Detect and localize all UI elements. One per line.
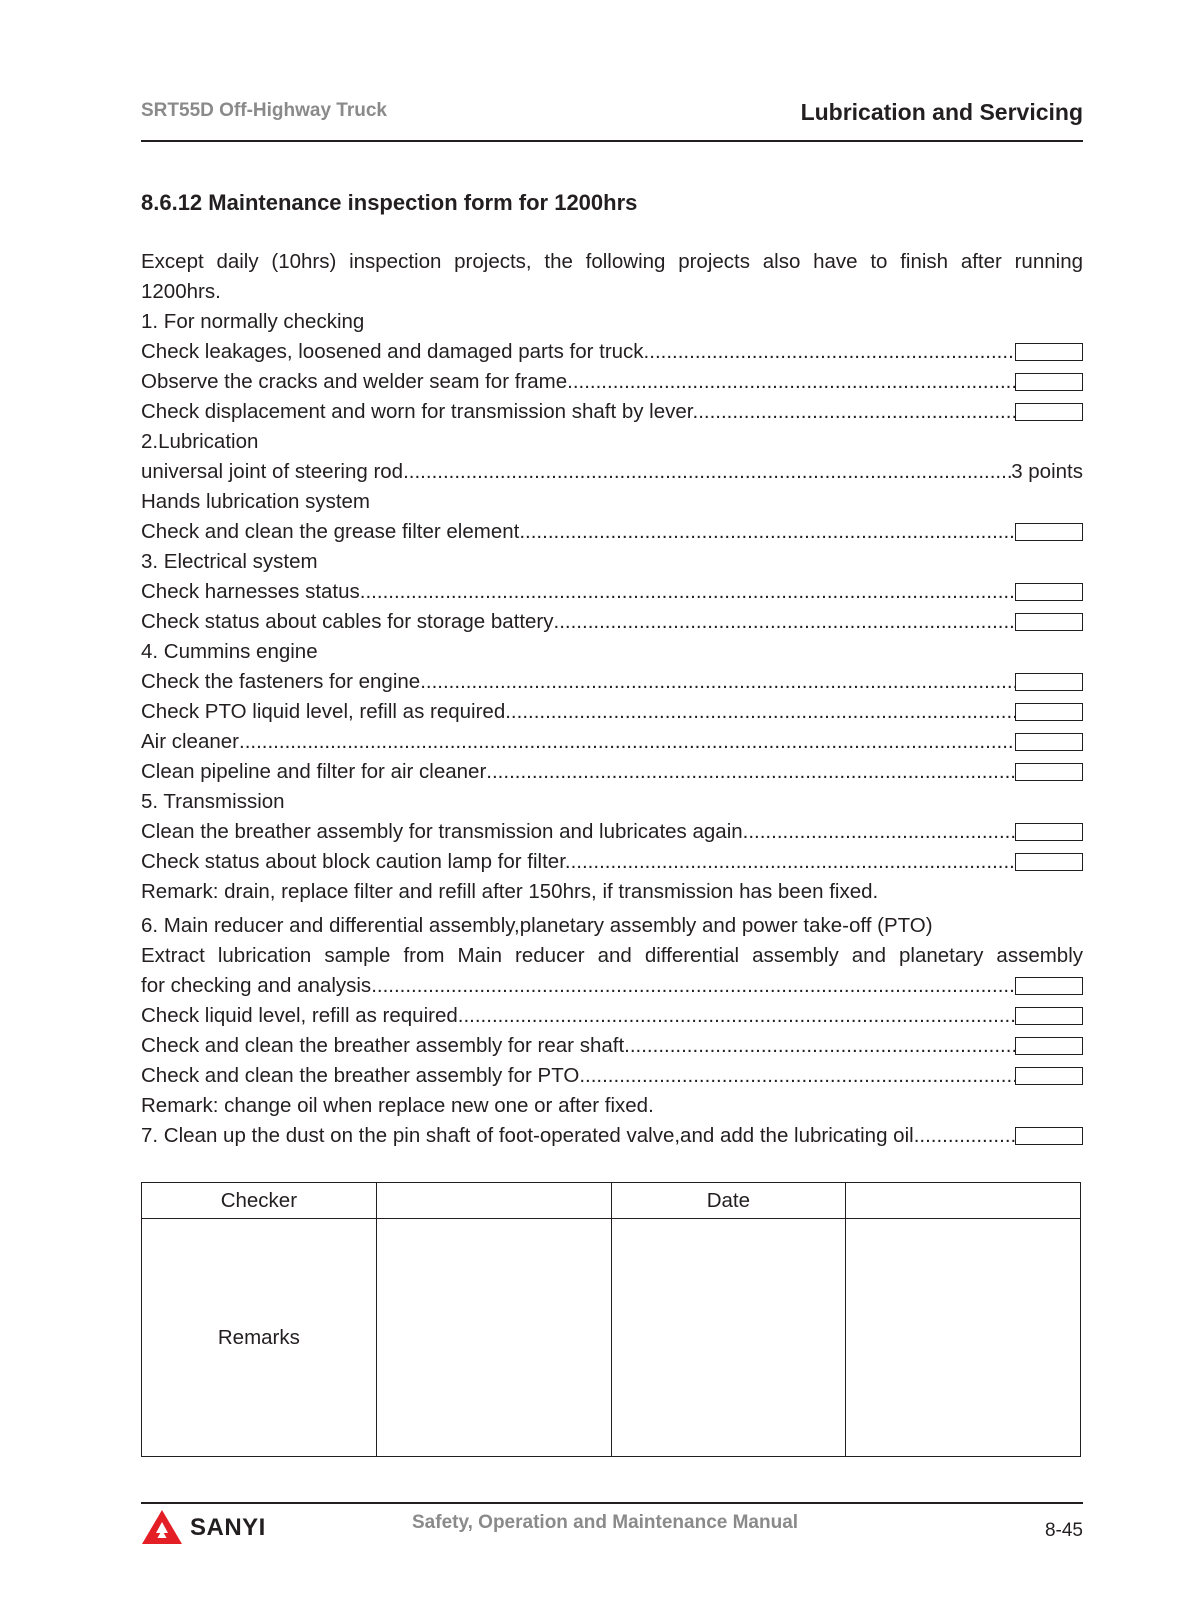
check-item-label: for checking and analysis (141, 974, 372, 997)
check-item-label: Check the fasteners for engine (141, 670, 421, 693)
inspection-content (141, 247, 1083, 1151)
leader-dots (567, 367, 1015, 397)
check-item (141, 577, 1083, 607)
check-item (141, 817, 1083, 847)
check-item (141, 757, 1083, 787)
check-box[interactable] (1015, 763, 1083, 781)
check-box[interactable] (1015, 1007, 1083, 1025)
leader-dots (571, 847, 1015, 877)
leader-dots (579, 1061, 1015, 1091)
check-item (141, 667, 1083, 697)
date-field[interactable] (846, 1183, 1081, 1219)
remarks-label: Remarks (142, 1219, 377, 1457)
leader-dots (649, 337, 1015, 367)
remarks-field[interactable] (846, 1219, 1081, 1457)
check-item (141, 971, 1083, 1001)
hands-lube-title: Hands lubrication system (141, 490, 371, 513)
check-item-label: Check status about cables for storage battery (141, 610, 554, 633)
check-item (141, 337, 1083, 367)
check-box[interactable] (1015, 1067, 1083, 1085)
intro-line-1: Except daily (10hrs) inspection projects, the following projects also have to finish after running (141, 250, 1083, 273)
leader-dots (698, 397, 1015, 427)
check-box[interactable] (1015, 823, 1083, 841)
checker-form-table (141, 1182, 1081, 1457)
section-4-title: 4. Cummins engine (141, 640, 318, 663)
check-item-label: Observe the cracks and welder seam for frame (141, 370, 568, 393)
check-item-label: Check liquid level, refill as required (141, 1004, 458, 1027)
remarks-field[interactable] (611, 1219, 846, 1457)
page-number: 8-45 (1044, 1520, 1083, 1541)
check-item-label: Check status about block caution lamp for filter. (141, 850, 571, 873)
brand-logo (140, 1508, 266, 1548)
check-item (141, 1061, 1083, 1091)
check-item (141, 607, 1083, 637)
check-box[interactable] (1015, 853, 1083, 871)
section-5-remark: Remark: drain, replace filter and refill after 150hrs, if transmission has been fixed. (141, 880, 879, 903)
footer-manual-title: Safety, Operation and Maintenance Manual (412, 1512, 799, 1533)
check-box[interactable] (1015, 403, 1083, 421)
intro-line-2: 1200hrs. (141, 280, 221, 303)
check-item-label: Check and clean the breather assembly for PTO (141, 1064, 580, 1087)
check-box[interactable] (1015, 703, 1083, 721)
leader-dots (371, 971, 1015, 1001)
check-item (141, 1121, 1083, 1151)
check-item (141, 517, 1083, 547)
leader-dots (919, 1121, 1015, 1151)
check-box[interactable] (1015, 343, 1083, 361)
check-box[interactable] (1015, 583, 1083, 601)
sanyi-logo-icon (140, 1508, 184, 1548)
check-item-label: Air cleaner (141, 730, 239, 753)
section-2-title: 2.Lubrication (141, 430, 259, 453)
header-chapter-title: Lubrication and Servicing (800, 99, 1083, 125)
leader-dots (403, 457, 1011, 487)
section-6-remark: Remark: change oil when replace new one or after fixed. (141, 1094, 654, 1117)
section-3-title: 3. Electrical system (141, 550, 318, 573)
leader-dots (630, 1031, 1015, 1061)
remarks-field[interactable] (376, 1219, 611, 1457)
check-item-label: Check and clean the breather assembly for rear shaft. (141, 1034, 630, 1057)
section-5-title: 5. Transmission (141, 790, 285, 813)
leader-dots (519, 517, 1015, 547)
check-item (141, 1031, 1083, 1061)
check-item-label: Check harnesses status. (141, 580, 366, 603)
check-item-label: 7. Clean up the dust on the pin shaft of foot-operated valve,and add the lubricating oil. (141, 1124, 920, 1147)
check-item-label: Check and clean the grease filter element (141, 520, 520, 543)
section-6-title: 6. Main reducer and differential assembly,planetary assembly and power take-off (PTO) (141, 914, 933, 937)
leader-dots (458, 1001, 1015, 1031)
check-box[interactable] (1015, 523, 1083, 541)
header-divider (141, 140, 1083, 142)
check-item (141, 367, 1083, 397)
steering-lube-item (141, 457, 1083, 487)
check-box[interactable] (1015, 1037, 1083, 1055)
check-box[interactable] (1015, 373, 1083, 391)
leader-dots (239, 727, 1015, 757)
check-box[interactable] (1015, 613, 1083, 631)
section-1-title: 1. For normally checking (141, 310, 365, 333)
checker-field[interactable] (376, 1183, 611, 1219)
section-6-extract-line: Extract lubrication sample from Main reducer and differential assembly and planetary assembly (141, 944, 1083, 967)
checker-label: Checker (142, 1183, 377, 1219)
check-item (141, 697, 1083, 727)
check-item-label: Check PTO liquid level, refill as required (141, 700, 506, 723)
check-item (141, 727, 1083, 757)
leader-dots (420, 667, 1015, 697)
leader-dots (554, 607, 1015, 637)
check-item-label: universal joint of steering rod (141, 460, 404, 483)
check-item (141, 847, 1083, 877)
leader-dots (748, 817, 1015, 847)
leader-dots (365, 577, 1015, 607)
check-item (141, 1001, 1083, 1031)
check-item-label: Check leakages, loosened and damaged parts for truck. (141, 340, 650, 363)
check-box[interactable] (1015, 1127, 1083, 1145)
check-item-label: Clean pipeline and filter for air cleaner (141, 760, 487, 783)
logo-text: SANYI (190, 1514, 266, 1541)
section-title: 8.6.12 Maintenance inspection form for 1200hrs (141, 190, 638, 215)
header-doc-title: SRT55D Off-Highway Truck (141, 100, 387, 121)
check-box[interactable] (1015, 673, 1083, 691)
check-item-label: Check displacement and worn for transmission shaft by lever. (141, 400, 699, 423)
check-item (141, 397, 1083, 427)
check-box[interactable] (1015, 977, 1083, 995)
lube-points: 3 points (1011, 460, 1083, 483)
footer-divider (141, 1502, 1083, 1504)
leader-dots (486, 757, 1015, 787)
leader-dots (505, 697, 1015, 727)
check-box[interactable] (1015, 733, 1083, 751)
date-label: Date (611, 1183, 846, 1219)
check-item-label: Clean the breather assembly for transmission and lubricates again. (141, 820, 749, 843)
